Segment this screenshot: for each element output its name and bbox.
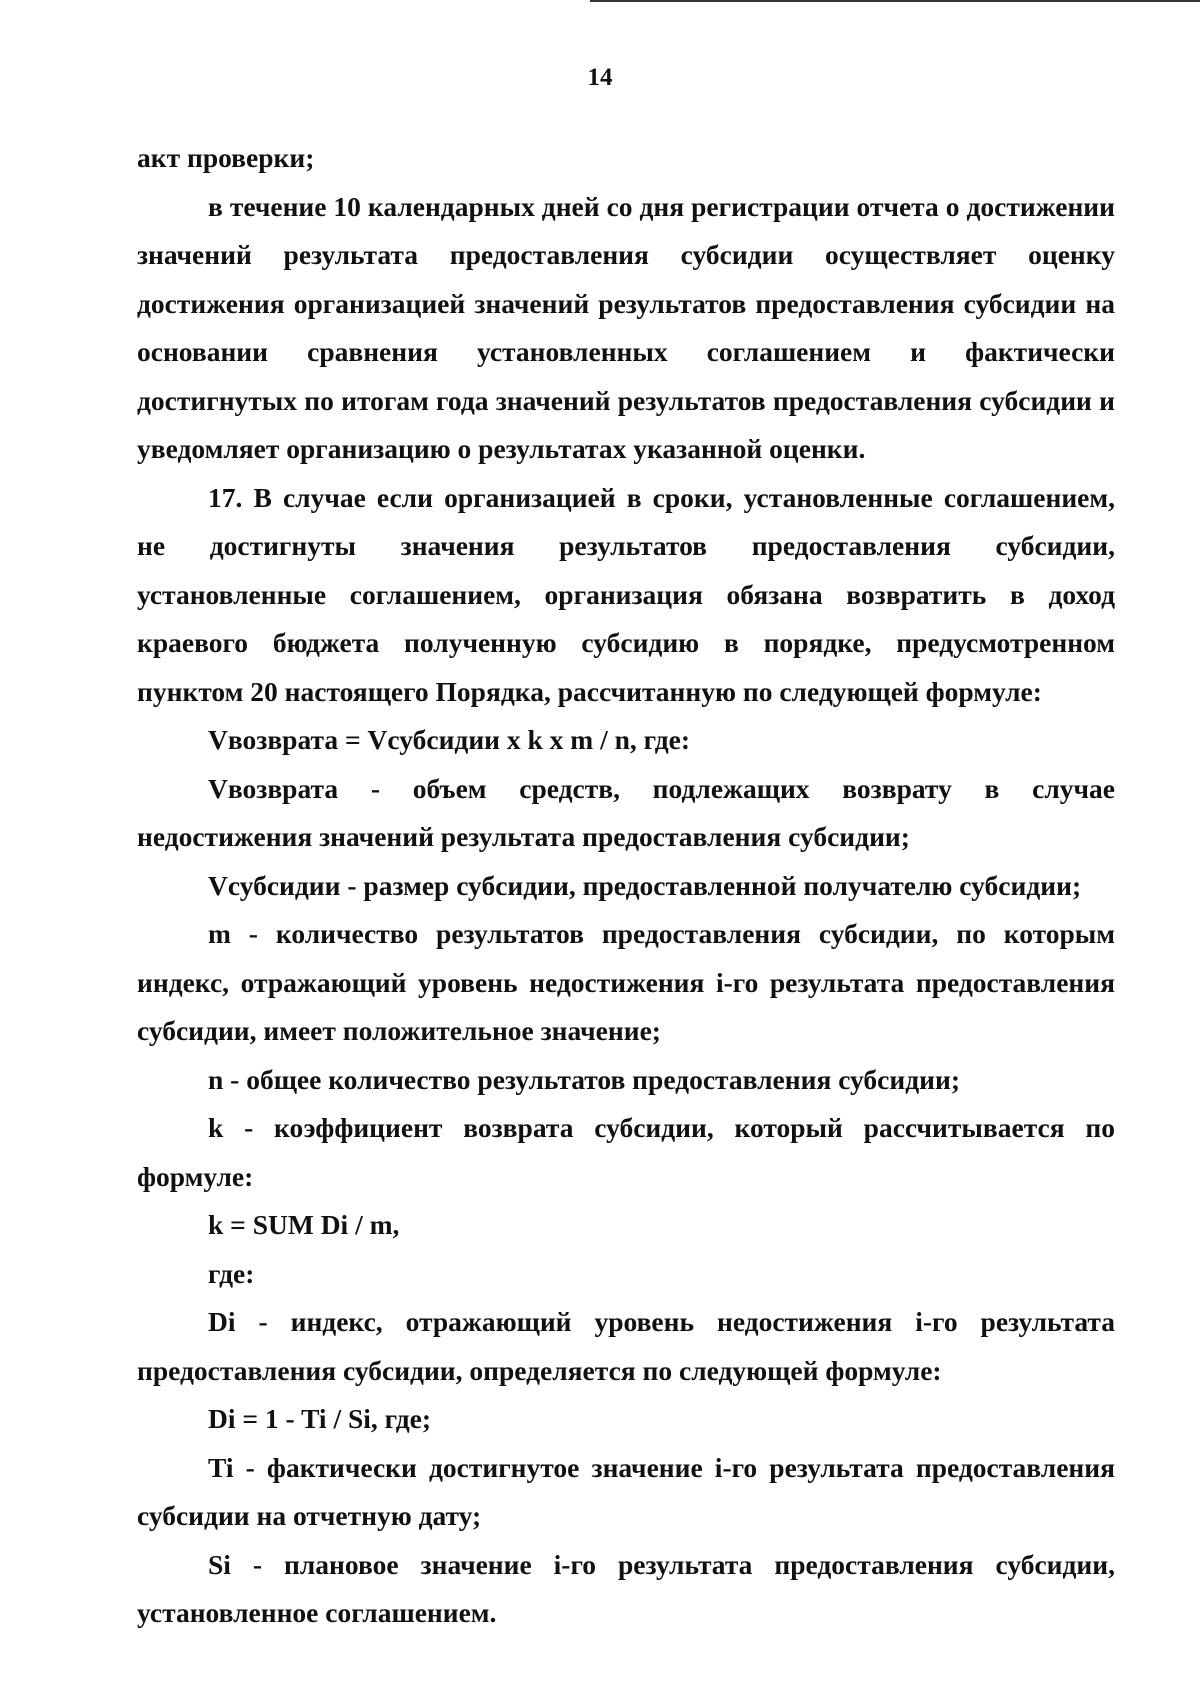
- definition-v-return: Vвозврата - объем средств, подлежащих возврату в случае недостижения значений результата предоставления субсидии;: [137, 772, 1115, 852]
- definition-si: Si - плановое значение i-го результата предоставления субсидии, установленное соглашением.: [137, 1548, 1115, 1628]
- paragraph-assessment: в течение 10 календарных дней со дня регистрации отчета о достижении значений результата предоставления субсидии осуществляет оценку достижения организацией значений результатов предоставления субсидии на основании сравнения установленных соглашением и фактически достигнутых по итогам года значений результатов предоставления субсидии и уведомляет организацию о результатах указанной оценки.: [137, 190, 1115, 464]
- formula-k: k = SUM Di / m,: [208, 1209, 400, 1240]
- definition-v-subsidy: Vсубсидии - размер субсидии, предоставленной получателю субсидии;: [208, 869, 1082, 901]
- definition-k: k - коэффициент возврата субсидии, который рассчитывается по формуле:: [137, 1112, 1115, 1192]
- definition-n: n - общее количество результатов предоставления субсидии;: [208, 1063, 960, 1095]
- definition-m: m - количество результатов предоставления субсидии, по которым индекс, отражающий уровень недостижения i-го результата предоставления субсидии, имеет положительное значение;: [137, 918, 1115, 1046]
- document-body: [137, 134, 1115, 1638]
- top-edge-rule: [590, 0, 1200, 2]
- where-label: где:: [208, 1257, 255, 1289]
- formula-di: Di = 1 - Ti / Si, где;: [208, 1403, 432, 1434]
- definition-ti: Ti - фактически достигнутое значение i-го результата предоставления субсидии на отчетную дату;: [137, 1451, 1115, 1531]
- formula-return-volume: Vвозврата = Vсубсидии x k x m / n, где:: [208, 724, 691, 755]
- page-number: 14: [587, 64, 613, 91]
- paragraph-act: акт проверки;: [137, 142, 315, 173]
- paragraph-17: 17. В случае если организацией в сроки, установленные соглашением, не достигнуты значения результатов предоставления субсидии, установленные соглашением, организация обязана возвратить в доход краевого бюджета полученную субсидию в порядке, предусмотренном пунктом 20 настоящего Порядка, рассчитанную по следующей формуле:: [137, 481, 1115, 707]
- definition-di: Di - индекс, отражающий уровень недостижения i-го результата предоставления субсидии, определяется по следующей формуле:: [137, 1306, 1115, 1386]
